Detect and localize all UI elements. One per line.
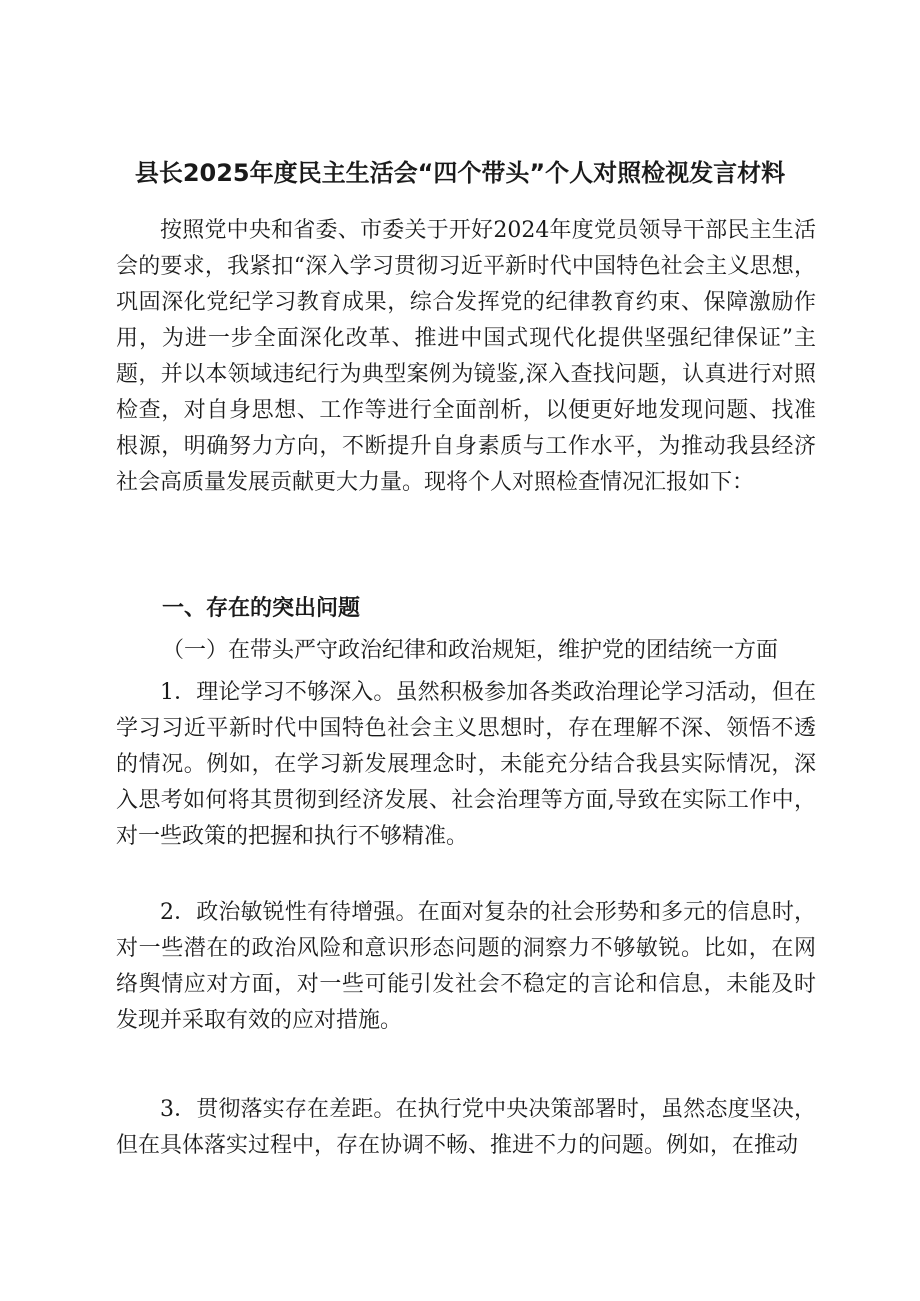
- item-paragraph-3: 3．贯彻落实存在差距。在执行党中央决策部署时，虽然态度坚决，但在具体落实过程中，存在协调不畅、推进不力的问题。例如，在推动: [116, 1097, 816, 1158]
- section-heading: 一、存在的突出问题: [162, 596, 361, 621]
- item-paragraph-1: 1．理论学习不够深入。虽然积极参加各类政治理论学习活动，但在学习习近平新时代中国特色社会主义思想时，存在理解不深、领悟不透的情况。例如，在学习新发展理念时，未能充分结合我县实际情况，深入思考如何将其贯彻到经济发展、社会治理等方面,导致在实际工作中，对一些政策的把握和执行不够精准。: [116, 680, 816, 849]
- document-title: 县长2025年度民主生活会“四个带头”个人对照检视发言材料: [134, 159, 786, 187]
- intro-paragraph: 按照党中央和省委、市委关于开好2024年度党员领导干部民主生活会的要求，我紧扣“深入学习贯彻习近平新时代中国特色社会主义思想，巩固深化党纪学习教育成果，综合发挥党的纪律教育约束、保障激励作用，为进一步全面深化改革、推进中国式现代化提供坚强纪律保证”主题，并以本领域违纪行为典型案例为镜鉴,深入查找问题，认真进行对照检查，对自身思想、工作等进行全面剖析，以便更好地发现问题、找准根源，明确努力方向，不断提升自身素质与工作水平，为推动我县经济社会高质量发展贡献更大力量。现将个人对照检查情况汇报如下：: [116, 218, 816, 495]
- subsection-heading: （一）在带头严守政治纪律和政治规矩，维护党的团结统一方面: [162, 638, 779, 663]
- item-paragraph-2: 2．政治敏锐性有待增强。在面对复杂的社会形势和多元的信息时，对一些潜在的政治风险和意识形态问题的洞察力不够敏锐。比如，在网络舆情应对方面，对一些可能引发社会不稳定的言论和信息，未能及时发现并采取有效的应对措施。: [116, 900, 816, 1033]
